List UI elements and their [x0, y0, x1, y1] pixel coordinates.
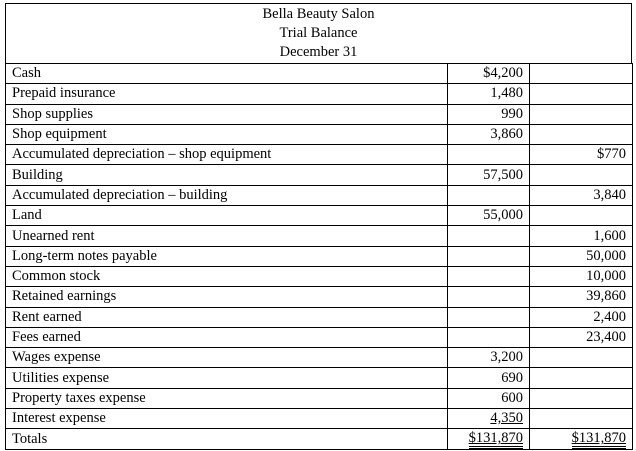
- debit-amount: [448, 307, 530, 327]
- trial-balance-table: [5, 63, 633, 450]
- credit-amount: 50,000: [530, 246, 633, 266]
- credit-amount: [530, 124, 633, 144]
- credit-amount: 23,400: [530, 327, 633, 347]
- account-name: Land: [6, 206, 448, 226]
- table-row: [6, 145, 633, 165]
- total-credit-text: $131,870: [572, 431, 626, 449]
- trial-balance: [5, 3, 632, 449]
- table-row: [6, 266, 633, 286]
- credit-amount: [530, 84, 633, 104]
- debit-amount-text: 4,350: [490, 410, 523, 427]
- debit-amount: [448, 145, 530, 165]
- table-row: [6, 185, 633, 205]
- account-name: Retained earnings: [6, 287, 448, 307]
- table-row: [6, 84, 633, 104]
- table-row: [6, 246, 633, 266]
- table-row: [6, 409, 633, 429]
- debit-amount: 55,000: [448, 206, 530, 226]
- account-name: Building: [6, 165, 448, 185]
- table-row: [6, 368, 633, 388]
- debit-amount: [448, 287, 530, 307]
- account-name: Shop equipment: [6, 124, 448, 144]
- totals-label: Totals: [6, 429, 448, 450]
- credit-amount: [530, 409, 633, 429]
- company-name: Bella Beauty Salon: [262, 6, 375, 22]
- account-name: Fees earned: [6, 327, 448, 347]
- debit-amount: $4,200: [448, 64, 530, 84]
- table-row: [6, 307, 633, 327]
- credit-amount: 3,840: [530, 185, 633, 205]
- debit-amount: [448, 246, 530, 266]
- account-name: Long-term notes payable: [6, 246, 448, 266]
- table-row: [6, 124, 633, 144]
- debit-amount: 990: [448, 104, 530, 124]
- debit-amount: [448, 409, 530, 429]
- credit-amount: [530, 64, 633, 84]
- table-row: [6, 287, 633, 307]
- account-name: Unearned rent: [6, 226, 448, 246]
- debit-amount: 600: [448, 388, 530, 408]
- total-debit: [448, 429, 530, 450]
- debit-amount: [448, 327, 530, 347]
- account-name: Accumulated depreciation – shop equipment: [6, 145, 448, 165]
- credit-amount: [530, 206, 633, 226]
- totals-row: [6, 429, 633, 450]
- debit-amount: [448, 185, 530, 205]
- debit-amount: 1,480: [448, 84, 530, 104]
- table-row: [6, 388, 633, 408]
- total-credit: [530, 429, 633, 450]
- credit-amount: [530, 348, 633, 368]
- table-row: [6, 64, 633, 84]
- account-name: Utilities expense: [6, 368, 448, 388]
- table-row: [6, 206, 633, 226]
- table-body: [6, 64, 633, 450]
- account-name: Accumulated depreciation – building: [6, 185, 448, 205]
- credit-amount: [530, 388, 633, 408]
- table-row: [6, 348, 633, 368]
- credit-amount: 2,400: [530, 307, 633, 327]
- credit-amount: [530, 368, 633, 388]
- total-debit-text: $131,870: [469, 431, 523, 449]
- account-name: Interest expense: [6, 409, 448, 429]
- credit-amount: $770: [530, 145, 633, 165]
- debit-amount: 690: [448, 368, 530, 388]
- debit-amount: 57,500: [448, 165, 530, 185]
- statement-title: Trial Balance: [279, 25, 358, 41]
- account-name: Cash: [6, 64, 448, 84]
- credit-amount: [530, 165, 633, 185]
- credit-amount: [530, 104, 633, 124]
- debit-amount: 3,200: [448, 348, 530, 368]
- table-row: [6, 104, 633, 124]
- credit-amount: 39,860: [530, 287, 633, 307]
- account-name: Wages expense: [6, 348, 448, 368]
- table-row: [6, 327, 633, 347]
- account-name: Common stock: [6, 266, 448, 286]
- statement-date: December 31: [279, 44, 358, 60]
- credit-amount: 10,000: [530, 266, 633, 286]
- table-row: [6, 226, 633, 246]
- credit-amount: 1,600: [530, 226, 633, 246]
- table-row: [6, 165, 633, 185]
- debit-amount: [448, 226, 530, 246]
- account-name: Shop supplies: [6, 104, 448, 124]
- account-name: Property taxes expense: [6, 388, 448, 408]
- account-name: Rent earned: [6, 307, 448, 327]
- statement-header: [5, 3, 632, 63]
- debit-amount: [448, 266, 530, 286]
- account-name: Prepaid insurance: [6, 84, 448, 104]
- debit-amount: 3,860: [448, 124, 530, 144]
